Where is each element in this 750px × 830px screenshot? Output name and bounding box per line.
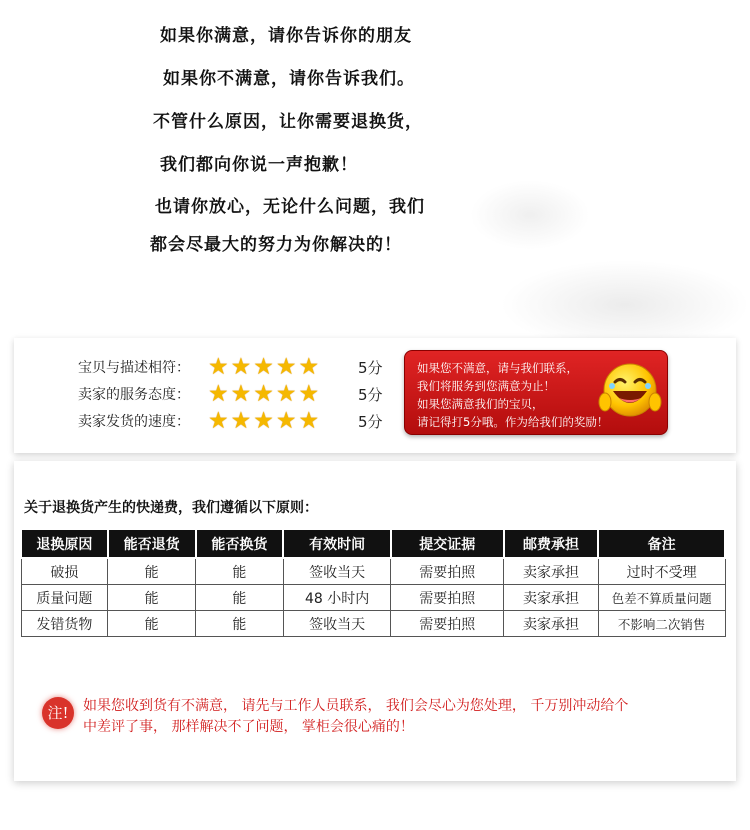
policy-title: 关于退换货产生的快递费，我们遵循以下原则： bbox=[24, 500, 318, 516]
table-cell: 卖家承担 bbox=[504, 611, 599, 637]
column-header: 备注 bbox=[598, 529, 725, 558]
decorative-blur bbox=[500, 260, 750, 350]
table-row bbox=[21, 558, 725, 585]
table-cell: 过时不受理 bbox=[598, 558, 725, 585]
table-cell: 能 bbox=[196, 585, 284, 611]
star-icon: ★ bbox=[275, 408, 297, 434]
column-header: 能否换货 bbox=[196, 529, 284, 558]
star-icon: ★ bbox=[230, 408, 252, 434]
star-rating bbox=[208, 409, 346, 433]
slogan-line: 如果你不满意，请你告诉我们。 bbox=[163, 69, 415, 89]
star-icon: ★ bbox=[208, 408, 229, 434]
callout-line: 如果您不满意，请与我们联系， bbox=[417, 361, 578, 375]
callout-line: 请记得打5分哦。作为给我们的奖励！ bbox=[417, 415, 609, 429]
table-cell: 发错货物 bbox=[21, 611, 108, 637]
table-cell: 卖家承担 bbox=[504, 585, 599, 611]
star-rating bbox=[208, 382, 346, 406]
table-cell: 能 bbox=[108, 558, 196, 585]
table-row bbox=[21, 611, 725, 637]
table-cell: 需要拍照 bbox=[391, 585, 504, 611]
rating-panel bbox=[14, 338, 736, 453]
star-icon: ★ bbox=[298, 381, 320, 407]
table-cell: 签收当天 bbox=[283, 611, 391, 637]
star-icon: ★ bbox=[298, 408, 320, 434]
star-icon: ★ bbox=[208, 354, 229, 380]
column-header: 邮费承担 bbox=[504, 529, 599, 558]
column-header: 提交证据 bbox=[391, 529, 504, 558]
return-policy-table bbox=[20, 528, 726, 637]
table-cell: 需要拍照 bbox=[391, 558, 504, 585]
rating-row-service bbox=[78, 382, 383, 406]
rating-label: 卖家发货的速度： bbox=[78, 414, 190, 430]
rating-row-description bbox=[78, 355, 383, 379]
star-icon: ★ bbox=[275, 354, 297, 380]
star-icon: ★ bbox=[275, 381, 297, 407]
slogan-line: 如果你满意，请你告诉你的朋友 bbox=[160, 26, 412, 46]
rating-label: 宝贝与描述相符： bbox=[78, 360, 190, 376]
table-header-row bbox=[21, 529, 725, 558]
star-icon: ★ bbox=[230, 354, 252, 380]
table-cell: 能 bbox=[108, 585, 196, 611]
table-cell: 破损 bbox=[21, 558, 108, 585]
table-cell: 能 bbox=[108, 611, 196, 637]
table-cell: 48 小时内 bbox=[283, 585, 391, 611]
table-row bbox=[21, 585, 725, 611]
star-icon: ★ bbox=[230, 381, 252, 407]
star-icon: ★ bbox=[253, 381, 274, 407]
rating-score: 5分 bbox=[358, 358, 383, 377]
column-header: 有效时间 bbox=[283, 529, 391, 558]
table-cell: 不影响二次销售 bbox=[598, 611, 725, 637]
column-header: 能否退货 bbox=[108, 529, 196, 558]
star-rating bbox=[208, 355, 346, 379]
table-cell: 需要拍照 bbox=[391, 611, 504, 637]
slogan-line: 不管什么原因，让你需要退换货， bbox=[153, 112, 423, 132]
note-line: 中差评了事， 那样解决不了问题， 掌柜会很心痛的！ bbox=[83, 719, 414, 735]
rating-label: 卖家的服务态度： bbox=[78, 387, 190, 403]
star-icon: ★ bbox=[253, 408, 274, 434]
slogan-section bbox=[0, 0, 750, 320]
callout-line: 如果您满意我们的宝贝， bbox=[417, 397, 544, 411]
table-cell: 质量问题 bbox=[21, 585, 108, 611]
rating-score: 5分 bbox=[358, 385, 383, 404]
note-line: 如果您收到货有不满意， 请先与工作人员联系， 我们会尽心为您处理， 千万别冲动给个 bbox=[83, 698, 629, 714]
table-cell: 能 bbox=[196, 611, 284, 637]
return-policy-panel bbox=[14, 461, 736, 781]
note-badge: 注! bbox=[42, 697, 74, 729]
column-header: 退换原因 bbox=[21, 529, 108, 558]
laughing-smiley-icon bbox=[597, 358, 663, 424]
decorative-blur bbox=[470, 180, 590, 250]
table-cell: 卖家承担 bbox=[504, 558, 599, 585]
slogan-line: 都会尽最大的努力为你解决的！ bbox=[150, 235, 402, 255]
table-cell: 能 bbox=[196, 558, 284, 585]
callout-line: 我们将服务到您满意为止！ bbox=[417, 379, 555, 393]
slogan-line: 我们都向你说一声抱歉！ bbox=[160, 155, 358, 175]
table-cell: 签收当天 bbox=[283, 558, 391, 585]
rating-score: 5分 bbox=[358, 412, 383, 431]
star-icon: ★ bbox=[298, 354, 320, 380]
star-icon: ★ bbox=[253, 354, 274, 380]
table-cell: 色差不算质量问题 bbox=[598, 585, 725, 611]
star-icon: ★ bbox=[208, 381, 229, 407]
rating-row-shipping bbox=[78, 409, 383, 433]
slogan-line: 也请你放心，无论什么问题，我们 bbox=[155, 197, 425, 217]
feedback-callout bbox=[404, 350, 668, 435]
